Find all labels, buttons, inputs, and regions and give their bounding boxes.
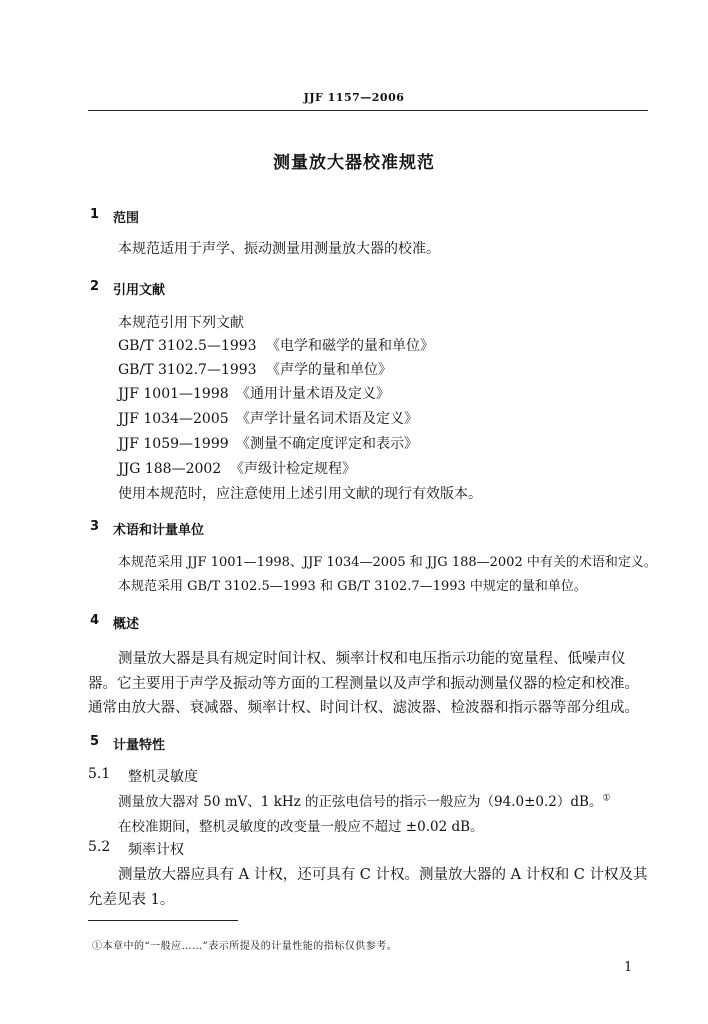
footnote-marker: ①	[602, 793, 611, 804]
section-5-title: 计量特性	[113, 738, 166, 753]
reference-item	[118, 383, 390, 403]
section-1-text: 本规范适用于声学、振动测量用测量放大器的校准。	[118, 241, 440, 257]
reference-item	[118, 359, 392, 379]
running-header: JJF 1157—2006	[303, 91, 405, 104]
section-3-number: 3	[90, 519, 100, 534]
subsection-5-2-number: 5.2	[88, 839, 111, 855]
section-4-line-2: 器。它主要用于声学及振动等方面的工程测量以及声学和振动测量仪器的检定和校准。	[88, 676, 639, 692]
reference-title: 《测量不确定度评定和表示》	[236, 436, 418, 452]
subsection-5-2-title: 频率计权	[128, 842, 184, 858]
header-rule	[88, 110, 648, 111]
reference-title: 《声学的量和单位》	[266, 362, 392, 378]
section-4-number: 4	[90, 613, 100, 628]
section-5-number: 5	[90, 734, 100, 749]
section-4-line-1: 测量放大器是具有规定时间计权、频率计权和电压指示功能的宽量程、低噪声仪	[118, 651, 626, 667]
subsection-5-1-title: 整机灵敏度	[128, 769, 198, 785]
subsection-5-1-line-1	[118, 790, 611, 810]
reference-code: JJF 1001—1998	[118, 386, 229, 402]
footnote-rule	[88, 920, 238, 921]
reference-code: GB/T 3102.5—1993	[118, 338, 257, 354]
reference-intro: 本规范引用下列文献	[118, 315, 244, 331]
subsection-5-2-line-2: 允差见表 1。	[88, 892, 175, 908]
reference-item	[118, 335, 434, 355]
reference-code: JJG 188—2002	[118, 461, 222, 477]
section-4-line-3: 通常由放大器、衰减器、频率计权、时间计权、滤波器、检波器和指示器等部分组成。	[88, 700, 639, 716]
reference-title: 《声学计量名词术语及定义》	[236, 411, 418, 427]
reference-title: 《声级计检定规程》	[230, 461, 356, 477]
subsection-5-2-line-1: 测量放大器应具有 A 计权，还可具有 C 计权。测量放大器的 A 计权和 C 计权及其	[118, 867, 648, 883]
section-2-title: 引用文献	[113, 283, 166, 298]
reference-outro: 使用本规范时，应注意使用上述引用文献的现行有效版本。	[118, 486, 482, 502]
section-3-title: 术语和计量单位	[113, 523, 205, 538]
subsection-5-1-number: 5.1	[88, 766, 111, 782]
section-2-number: 2	[90, 279, 100, 294]
section-3-line-2: 本规范采用 GB/T 3102.5—1993 和 GB/T 3102.7—1993 中规定的量和单位。	[118, 579, 587, 594]
document-title: 测量放大器校准规范	[273, 153, 435, 173]
section-1-number: 1	[90, 207, 100, 222]
reference-title: 《电学和磁学的量和单位》	[266, 338, 434, 354]
section-3-line-1: 本规范采用 JJF 1001—1998、JJF 1034—2005 和 JJG 188—2002 中有关的术语和定义。	[118, 555, 657, 570]
footnote: ①本章中的“一般应……”表示所提及的计量性能的指标仅供参考。	[92, 941, 398, 952]
reference-code: JJF 1059—1999	[118, 436, 229, 452]
section-4-title: 概述	[113, 617, 140, 632]
subsection-5-1-line-1-text: 测量放大器对 50 mV、1 kHz 的正弦电信号的指示一般应为（94.0±0.2）dB。	[118, 794, 603, 810]
reference-code: GB/T 3102.7—1993	[118, 362, 257, 378]
reference-item	[118, 433, 418, 453]
reference-code: JJF 1034—2005	[118, 411, 229, 427]
section-1-title: 范围	[113, 211, 140, 226]
reference-title: 《通用计量术语及定义》	[236, 386, 390, 402]
subsection-5-1-line-2: 在校准期间，整机灵敏度的改变量一般应不超过 ±0.02 dB。	[118, 819, 484, 835]
reference-item	[118, 408, 418, 428]
page-number: 1	[624, 960, 633, 975]
reference-item	[118, 458, 356, 478]
